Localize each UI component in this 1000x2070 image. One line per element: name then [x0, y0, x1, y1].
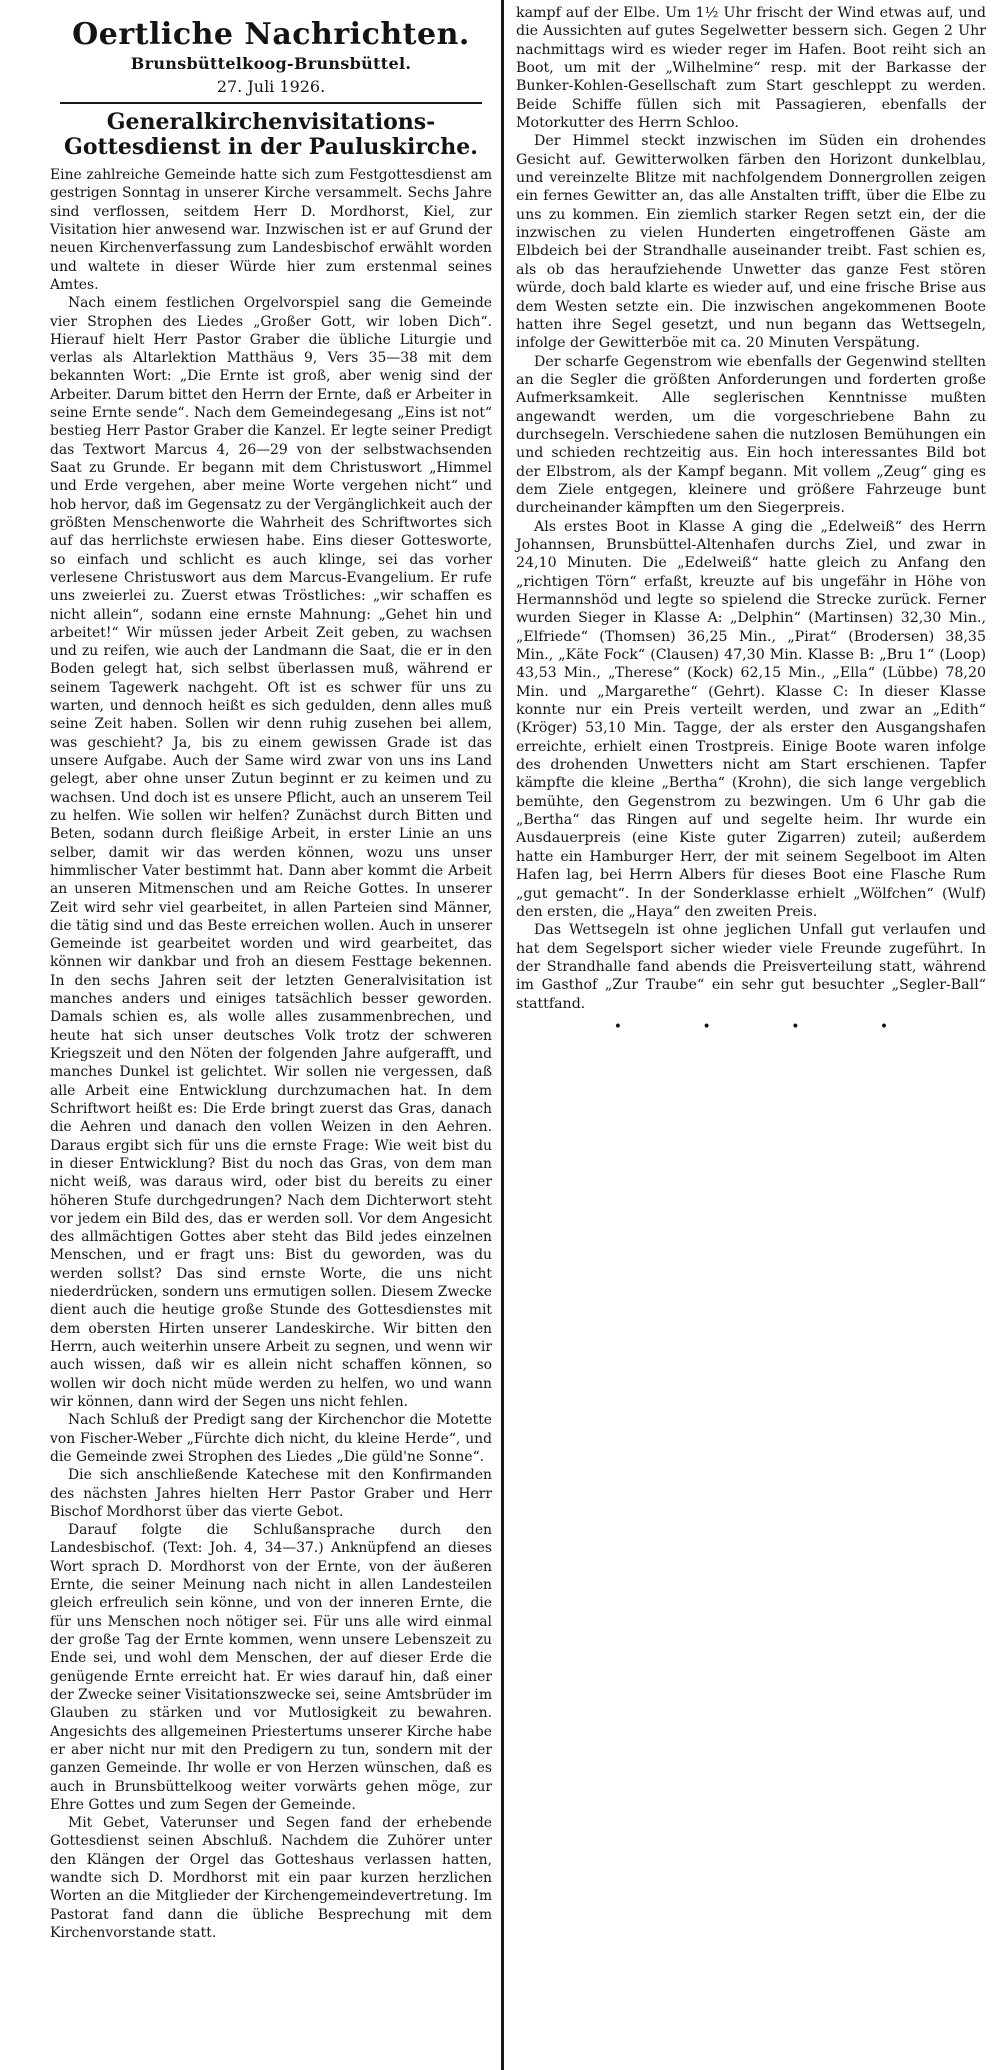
article-paragraph: Nach einem festlichen Orgelvorspiel sang die Gemeinde vier Strophen des Liedes „Großer Gott, wir loben Dich“. Hierauf hielt Herr Pastor Graber die übliche Liturgie und verlas als Altarlektion Matthäus 9, Vers 35—38 mit dem bekannten Wort: „Die Ernte ist groß, aber wenig sind der Arbeiter. Darum bittet den Herrn der Ernte, daß er Arbeiter in seine Ernte sende“. Nach dem Gemeindegesang „Eins ist not“ bestieg Herr Pastor Graber die Kanzel. Er legte seiner Predigt das Textwort Marcus 4, 26—29 von der selbstwachsenden Saat zu Grunde. Er begann mit dem Christuswort „Himmel und Erde vergehen, aber meine Worte vergehen nicht“ und hob hervor, daß im Gegensatz zu der Vergänglichkeit auch der größten Menschenworte die Wahrheit des Schriftwortes sich auf das herrlichste erwiesen habe. Eins dieser Gottesworte, so einfach und schlicht es auch klinge, sei das vorher verlesene Christuswort aus dem Marcus-Evangelium. Er rufe uns zweierlei zu. Zuerst etwas Tröstliches: „wir schaffen es nicht allein“, sodann eine ernste Mahnung: „Gehet hin und arbeitet!“ Wir müssen jeder Arbeit Zeit geben, zu wachsen und zu reifen, wie auch der Landmann die Saat, die er in den Boden gelegt hat, sich selbst überlassen muß, während er seinem Tagewerk nachgeht. Oft ist es schwer für uns zu warten, und dennoch heißt es sich gedulden, denn alles muß seine Zeit haben. Sollen wir denn ruhig zusehen bei allem, was geschieht? Ja, bis zu einem gewissen Grade ist das unsere Aufgabe. Auch der Same wird zwar von uns ins Land gelegt, aber ohne unser Zutun beginnt er zu keimen und zu wachsen. Und doch ist es unsere Pflicht, auch an unserem Teil zu helfen. Wie sollen wir helfen? Zunächst durch Bitten und Beten, sodann durch fleißige Arbeit, in erster Linie an uns selber, damit wir das werden können, wozu uns unser himmlischer Vater bestimmt hat. Dann aber kommt die Arbeit an unseren Mitmenschen und am Reiche Gottes. In unserer Zeit wird sehr viel gearbeitet, in allen Parteien sind Männer, die tätig sind und das Beste erreichen wollen. Auch in unserer Gemeinde ist gearbeitet worden und wird gearbeitet, das können wir dankbar und froh an diesem Festtage bekennen. In den sechs Jahren seit der letzten Generalvisitation ist manches anders und einiges tatsächlich besser geworden. Damals schien es, als wolle alles zusammenbrechen, und heute hat sich unser deutsches Volk trotz der schweren Kriegszeit und den Nöten der folgenden Jahre aufgerafft, und manches Dunkel ist gelichtet. Wir sollen nie vergessen, daß alle Arbeit eine Entwicklung durchzumachen hat. In dem Schriftwort heißt es: Die Erde bringt zuerst das Gras, danach die Aehren und danach den vollen Weizen in den Aehren. Daraus ergibt sich für uns die ernste Frage: Wie weit bist du in dieser Entwicklung? Bist du noch das Gras, von dem man nicht weiß, was daraus wird, oder bist du bereits zu einer höheren Stufe durchgedrungen? Nach dem Dichterwort steht vor jedem ein Bild des, das er werden soll. Vor dem Angesicht des allmächtigen Gottes aber steht das Bild jedes einzelnen Menschen, und er fragt uns: Bist du geworden, was du werden sollst? Das sind ernste Worte, die uns nicht niederdrücken, sondern uns ermutigen sollen. Diesem Zwecke dient auch die heutige große Stunde des Gottesdienstes mit dem obersten Hirten unserer Landeskirche. Wir bitten den Herrn, auch weiterhin unsere Arbeit zu segnen, und wenn wir auch wissen, daß wir es allein nicht schaffen können, so wollen wir doch nicht müde werden zu helfen, wo und wann wir können, dann wird der Segen uns nicht fehlen.	[50, 295, 492, 1410]
article-paragraph: kampf auf der Elbe. Um 1½ Uhr frischt der Wind etwas auf, und die Aussichten auf gutes Segelwetter bessern sich. Gegen 2 Uhr nachmittags wird es wieder reger im Hafen. Boot reiht sich an Boot, um mit der „Wilhelmine“ resp. mit der Barkasse der Bunker-Kohlen-Gesellschaft zum Start geschleppt zu werden. Beide Schiffe füllen sich mit Passagieren, ebenfalls der Motorkutter des Herrn Schloo.	[516, 5, 986, 132]
section-title: Oertliche Nachrichten.	[72, 17, 470, 52]
section-subtitle: Brunsbüttelkoog-Brunsbüttel.	[130, 54, 412, 73]
article-paragraph: Der scharfe Gegenstrom wie ebenfalls der Gegenwind stellten an die Segler die größten Anforderungen und forderten große Aufmerksamkeit. Alle seglerischen Kenntnisse mußten angewandt werden, um die vorgeschriebene Bahn zu durchsegeln. Verschiedene sahen die nutzlosen Bemühungen ein und schieden rechtzeitig aus. Ein hoch interessantes Bild bot der Elbstrom, als der Kampf begann. Mit vollem „Zeug“ ging es dem Ziele entgegen, kleinere und größere Fahrzeuge bunt durcheinander kämpften um den Siegerpreis.	[516, 353, 986, 517]
divider	[60, 102, 482, 104]
article-body	[516, 4, 986, 1013]
date-line: 27. Juli 1926.	[216, 77, 326, 96]
masthead	[50, 18, 492, 98]
article-paragraph: Der Himmel steckt inzwischen im Süden ein drohendes Gesicht auf. Gewitterwolken färben den Horizont dunkelblau, und vereinzelte Blitze mit nachfolgendem Donnergrollen zeigen ein fernes Gewitter an, das alle Anstalten trifft, über die Elbe zu uns zu kommen. Ein ziemlich starker Regen setzt ein, der die inzwischen zu vielen Hunderten eingetroffenen Gäste am Elbdeich bei der Strandhalle auseinander treibt. Fast schien es, als ob das heraufziehende Unwetter das ganze Fest stören würde, doch bald klarte es wieder auf, und eine frische Brise aus dem Westen setzte ein. Die inzwischen angekommenen Boote hatten ihre Segel gesetzt, und nun begann das Wettsegeln, infolge der Gewitterböe mit ca. 20 Minuten Verspätung.	[516, 133, 986, 352]
right-column	[516, 4, 986, 1035]
article-paragraph: Darauf folgte die Schlußansprache durch den Landesbischof. (Text: Joh. 4, 34—37.) Anknüpfend an dieses Wort sprach D. Mordhorst von der Ernte, von der äußeren Ernte, die seiner Meinung nach nicht in allen Landesteilen gleich erfreulich sein könne, und von der inneren Ernte, die für uns Menschen noch nötiger sei. Für uns alle wird einmal der große Tag der Ernte kommen, wenn unsere Lebenszeit zu Ende sei, und wohl dem Menschen, der auf dieser Erde die genügende Ernte erreicht hat. Er wies darauf hin, daß einer der Zwecke seiner Visitationszwecke sei, seine Amtsbrüder im Glauben zu stärken und vor Mutlosigkeit zu bewahren. Angesichts des allgemeinen Priestertums unserer Kirche habe er aber nicht nur mit den Predigern zu tun, sondern mit der ganzen Gemeinde. Ihr wolle er von Herzen wünschen, daß es auch in Brunsbüttelkoog weiter vorwärts gehen möge, zur Ehre Gottes und zum Segen der Gemeinde.	[50, 1522, 492, 1813]
article-paragraph: Die sich anschließende Katechese mit den Konfirmanden des nächsten Jahres hielten Herr Pastor Graber und Herr Bischof Mordhorst über das vierte Gebot.	[50, 1467, 492, 1520]
article-paragraph: Eine zahlreiche Gemeinde hatte sich zum Festgottesdienst am gestrigen Sonntag in unserer Kirche versammelt. Sechs Jahre sind verflossen, seitdem Herr D. Mordhorst, Kiel, zur Visitation hier anwesend war. Inzwischen ist er auf Grund der neuen Kirchenverfassung zum Landesbischof erwählt worden und waltete in dieser Würde hier zum erstenmal seines Amtes.	[50, 167, 492, 293]
article-paragraph: Als erstes Boot in Klasse A ging die „Edelweiß“ des Herrn Johannsen, Brunsbüttel-Altenhafen durchs Ziel, und zwar in 24,10 Minuten. Die „Edelweiß“ hatte gleich zu Anfang den „richtigen Törn“ erfaßt, kreuzte auf bis ungefähr in Höhe von Hermannshöd und legte so spielend die Strecke zurück. Ferner wurden Sieger in Klasse A: „Delphin“ (Martinsen) 32,30 Min., „Elfriede“ (Thomsen) 36,25 Min., „Pirat“ (Brodersen) 38,35 Min., „Käte Fock“ (Clausen) 47,30 Min. Klasse B: „Bru 1“ (Loop) 43,53 Min., „Therese“ (Kock) 62,15 Min., „Ella“ (Lübbe) 78,20 Min. und „Margarethe“ (Gehrt). Klasse C: In dieser Klasse konnte nur ein Preis verteilt werden, und zwar an „Edith“ (Kröger) 53,10 Min. Tagge, der als erster den Ausgangshafen erreichte, erhielt einen Trostpreis. Einige Boote waren infolge des drohenden Unwetters nicht am Start erschienen. Tapfer kämpfte die kleine „Bertha“ (Krohn), die sich lange vergeblich bemühte, den Gegenstrom zu bezwingen. Um 6 Uhr gab die „Bertha“ das Ringen auf und segelte heim. Ihr wurde ein Ausdauerpreis (eine Kiste guter Zigarren) zuteil; außerdem hatte ein Hamburger Herr, der mit seinem Segelboot im Alten Hafen lag, bei Herrn Albers für dieses Boot eine Flasche Rum „gut gemacht“. In der Sonderklasse erhielt „Wölfchen“ (Wulf) den ersten, die „Haya“ den zweiten Preis.	[516, 518, 986, 920]
article-body	[50, 166, 492, 1942]
article-paragraph: Mit Gebet, Vaterunser und Segen fand der erhebende Gottesdienst seinen Abschluß. Nachdem die Zuhörer unter den Klängen der Orgel das Gotteshaus verlassen hatten, wandte sich D. Mordhorst mit ein paar kurzen herzlichen Worten an die Mitglieder der Kirchengemeindevertretung. Im Pastorat fand dann die übliche Besprechung mit dem Kirchenvorstande statt.	[50, 1815, 492, 1941]
end-ornament: • • • •	[613, 1018, 927, 1035]
article-headline: Generalkirchenvisitations-Gottesdienst in der Pauluskirche.	[64, 109, 478, 160]
article-paragraph: Das Wettsegeln ist ohne jeglichen Unfall gut verlaufen und hat dem Segelsport sicher wieder viele Freunde zugeführt. In der Strandhalle fand abends die Preisverteilung statt, während im Gasthof „Zur Traube“ ein sehr gut besuchter „Segler-Ball“ stattfand.	[516, 922, 986, 1012]
article-paragraph: Nach Schluß der Predigt sang der Kirchenchor die Motette von Fischer-Weber „Fürchte dich nicht, du kleine Herde“, und die Gemeinde zwei Strophen des Liedes „Die güld'ne Sonne“.	[50, 1412, 492, 1465]
left-column	[50, 18, 492, 1942]
column-rule	[501, 0, 504, 2070]
